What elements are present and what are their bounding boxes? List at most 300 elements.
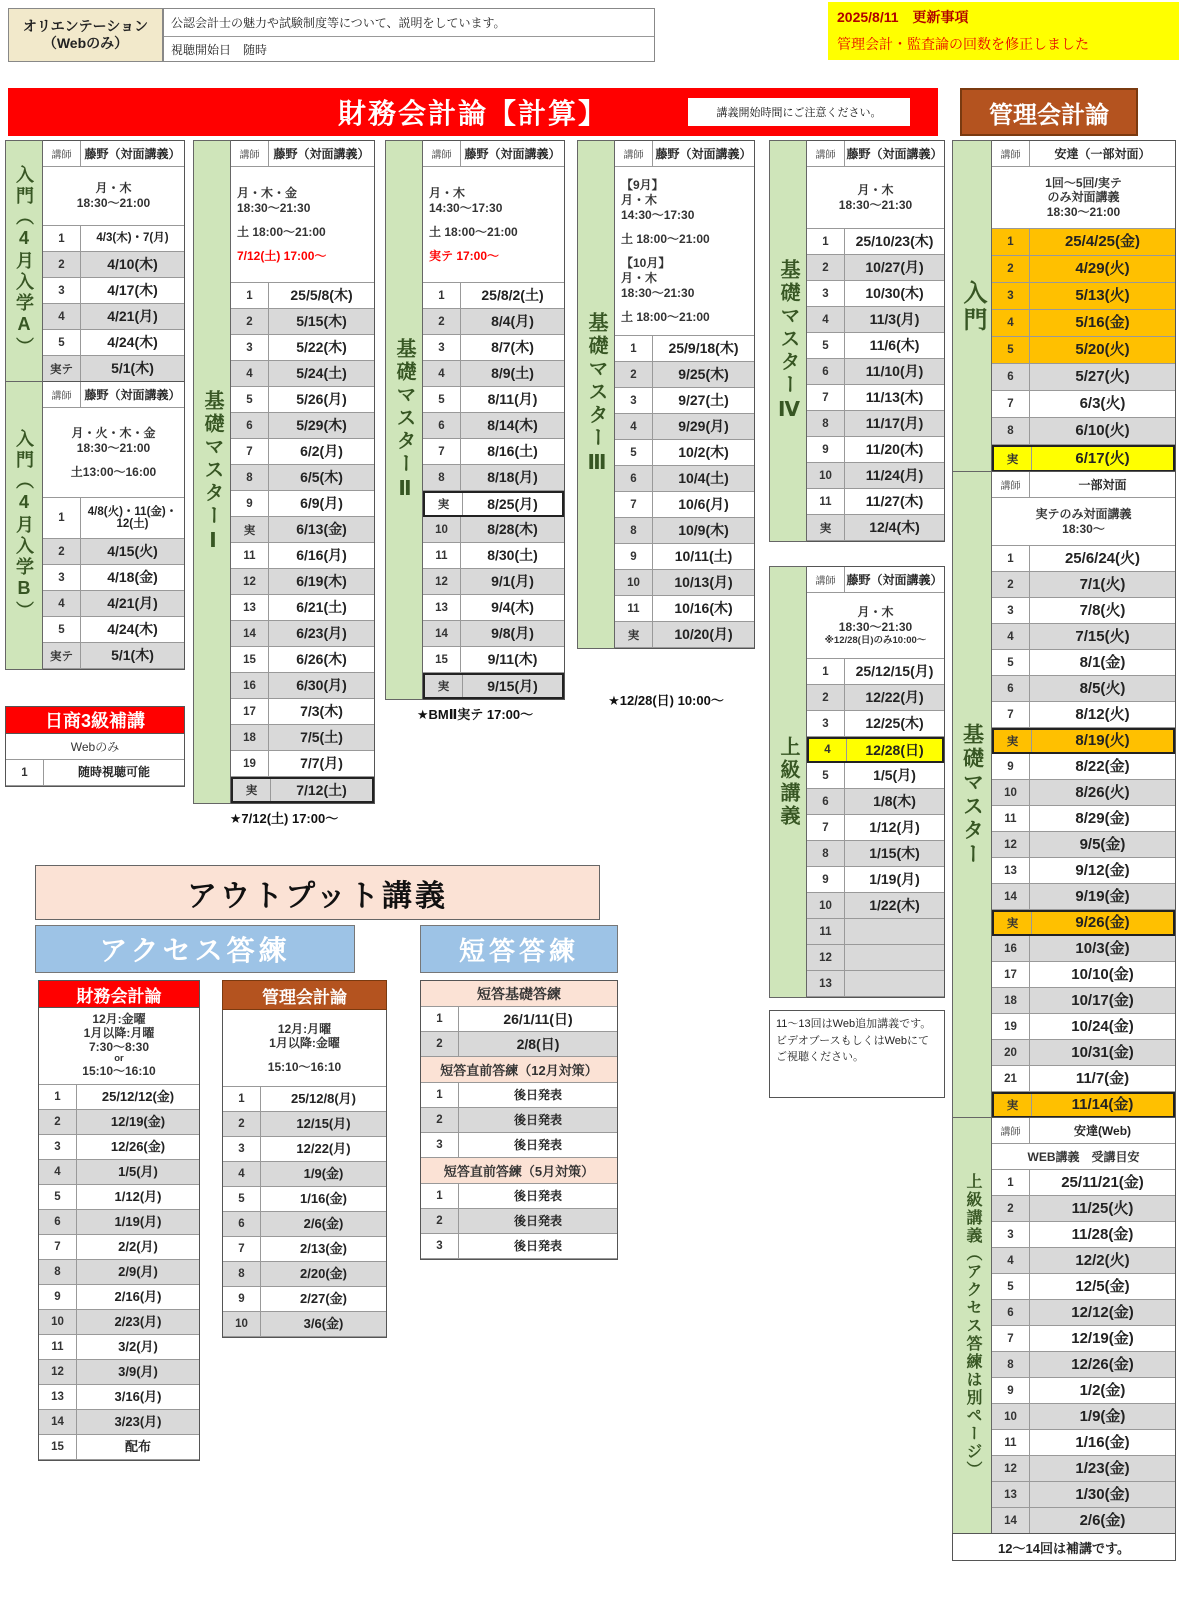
session-number-cell: 6 bbox=[992, 676, 1030, 701]
table-row bbox=[992, 962, 1175, 988]
session-number-cell: 4 bbox=[43, 304, 81, 329]
session-number-cell: 9 bbox=[992, 754, 1030, 779]
session-date-cell: 10/27(月) bbox=[865, 259, 924, 276]
table-row bbox=[807, 763, 944, 789]
kanri-title: 管理会計論 bbox=[989, 101, 1109, 129]
section-nyumon-a bbox=[5, 140, 185, 383]
session-date-cell: 11/20(木) bbox=[865, 441, 924, 458]
table-row bbox=[39, 1210, 199, 1235]
session-date-cell: 1/12(月) bbox=[114, 1189, 162, 1205]
table-row bbox=[992, 806, 1175, 832]
session-date-cell: 12/2(火) bbox=[1075, 1251, 1130, 1269]
table-row bbox=[231, 569, 374, 595]
kanri-nyumon-label-bar bbox=[952, 140, 992, 473]
session-number-cell: 7 bbox=[807, 385, 845, 410]
table-row bbox=[39, 1410, 199, 1435]
session-date-cell: 7/5(土) bbox=[300, 729, 343, 746]
table-row bbox=[223, 1087, 386, 1112]
table-row bbox=[231, 335, 374, 361]
session-date-cell: 10/6(月) bbox=[678, 496, 729, 513]
table-row bbox=[615, 414, 754, 440]
session-date-cell: 11/7(金) bbox=[1075, 1069, 1130, 1087]
table-row bbox=[615, 336, 754, 362]
session-date-cell: 11/14(金) bbox=[1071, 1096, 1134, 1114]
table-row bbox=[992, 910, 1175, 936]
session-number-cell: 1 bbox=[421, 1083, 459, 1107]
session-number-cell: 7 bbox=[992, 391, 1030, 417]
session-date-cell: 5/13(火) bbox=[1075, 287, 1130, 305]
table-row bbox=[6, 760, 184, 786]
notice-text: 講義開始時間にご注意ください。 bbox=[716, 107, 882, 119]
bm2-schedule: 月・木 14:30～17:30 土 18:00～21:00 実テ 17:00～ bbox=[423, 167, 564, 283]
session-date-cell: 6/21(土) bbox=[296, 599, 347, 616]
access-kanri-column bbox=[222, 980, 387, 1338]
session-date-cell: 1/19(月) bbox=[869, 871, 920, 888]
session-date-cell: 1/5(月) bbox=[118, 1164, 158, 1180]
table-row bbox=[231, 595, 374, 621]
table-row bbox=[992, 988, 1175, 1014]
session-date-cell: 7/3(木) bbox=[300, 703, 343, 720]
teacher-name: 安達(Web) bbox=[1073, 1124, 1132, 1138]
session-date-cell: 5/1(木) bbox=[111, 647, 154, 664]
teacher-name: 一部対面 bbox=[1078, 478, 1127, 492]
session-number-cell: 実 bbox=[615, 622, 653, 647]
table-row bbox=[615, 466, 754, 492]
session-date-cell: 9/12(金) bbox=[1075, 861, 1130, 879]
session-number-cell: 2 bbox=[421, 1108, 459, 1132]
session-date-cell: 4/17(木) bbox=[107, 282, 158, 299]
table-row bbox=[992, 1248, 1175, 1274]
table-row bbox=[423, 673, 564, 699]
session-date-cell: 8/7(木) bbox=[491, 339, 534, 356]
session-date-cell: 2/8(日) bbox=[516, 1035, 560, 1052]
table-row bbox=[992, 1196, 1175, 1222]
session-date-cell: 6/19(木) bbox=[296, 573, 347, 590]
session-number-cell: 実 bbox=[994, 1094, 1032, 1116]
session-number-cell: 2 bbox=[223, 1112, 261, 1136]
session-date-cell: 6/13(金) bbox=[296, 521, 347, 538]
session-date-cell bbox=[845, 919, 944, 944]
session-number-cell: 実 bbox=[994, 912, 1032, 934]
table-row bbox=[992, 337, 1175, 364]
table-row bbox=[231, 413, 374, 439]
session-number-cell: 10 bbox=[423, 517, 461, 542]
session-number-cell: 1 bbox=[992, 546, 1030, 571]
session-date-cell: 8/4(月) bbox=[491, 313, 534, 330]
table-row bbox=[992, 1482, 1175, 1508]
session-date-cell: 9/25(木) bbox=[678, 366, 729, 383]
teacher-name: 藤野（対面講義） bbox=[846, 147, 943, 161]
session-date-cell bbox=[845, 971, 944, 996]
session-number-cell: 11 bbox=[231, 543, 269, 568]
table-row bbox=[992, 1300, 1175, 1326]
nissho-rows bbox=[6, 760, 184, 786]
table-row bbox=[992, 1378, 1175, 1404]
bm2-label: 基礎マスターⅡ bbox=[393, 337, 415, 503]
table-row bbox=[223, 1137, 386, 1162]
table-row bbox=[423, 595, 564, 621]
session-number-cell: 2 bbox=[39, 1110, 77, 1134]
table-row bbox=[992, 676, 1175, 702]
table-row bbox=[992, 650, 1175, 676]
session-date-cell: 8/25(月) bbox=[487, 495, 538, 512]
orientation-start: 視聴開始日 随時 bbox=[171, 42, 268, 57]
session-number-cell: 2 bbox=[421, 1209, 459, 1233]
session-date-cell: 後日発表 bbox=[513, 1087, 562, 1102]
kanri-jokyu-rows bbox=[992, 1170, 1175, 1534]
session-number-cell: 5 bbox=[43, 617, 81, 642]
orientation-desc: 公認会計士の魅力や試験制度等について、説明をしています。 bbox=[164, 9, 654, 37]
section-kanri-jokyu bbox=[952, 1117, 1176, 1535]
table-row bbox=[421, 1209, 617, 1234]
session-date-cell: 4/3(木)・7(月) bbox=[96, 232, 169, 245]
bm1-footnote: ★7/12(土) 17:00～ bbox=[229, 811, 339, 826]
section-bm1 bbox=[193, 140, 375, 804]
session-number-cell: 13 bbox=[423, 595, 461, 620]
table-row bbox=[807, 867, 944, 893]
tanto-chokuzen12-header: 短答直前答練（12月対策） bbox=[421, 1057, 617, 1083]
session-date-cell: 3/2(月) bbox=[118, 1339, 158, 1355]
section-nissho bbox=[5, 706, 185, 787]
bm3-schedule: 【9月】 月・木 14:30～17:30 土 18:00～21:00 【10月】 月・木 18:30～21:30 土 18:00～21:00 bbox=[615, 167, 754, 336]
table-row bbox=[992, 780, 1175, 806]
jokyu-fin-label: 上級講義 bbox=[777, 736, 799, 828]
session-date-cell: 6/17(火) bbox=[1075, 449, 1130, 467]
kanri-jokyu-label: 上級講義（アクセス答練は別ページ） bbox=[964, 1173, 981, 1479]
table-row bbox=[421, 1133, 617, 1158]
table-row bbox=[43, 617, 184, 643]
table-row bbox=[615, 440, 754, 466]
bm3-label: 基礎マスターⅢ bbox=[585, 312, 607, 477]
session-number-cell: 10 bbox=[223, 1312, 261, 1336]
session-date-cell: 1/23(金) bbox=[1075, 1459, 1130, 1477]
table-row bbox=[992, 1040, 1175, 1066]
bm1-red-note: 7/12(土) 17:00～ bbox=[237, 248, 327, 263]
session-number-cell: 5 bbox=[992, 650, 1030, 675]
session-number-cell: 21 bbox=[992, 1066, 1030, 1091]
update-note: 管理会計・監査論の回数を修正しました bbox=[837, 36, 1089, 52]
session-number-cell: 8 bbox=[807, 841, 845, 866]
session-date-cell: 6/10(火) bbox=[1075, 422, 1130, 440]
table-row bbox=[992, 1430, 1175, 1456]
session-date-cell: 25/11/21(金) bbox=[1061, 1173, 1144, 1191]
session-number-cell: 実 bbox=[994, 730, 1032, 752]
table-row bbox=[807, 789, 944, 815]
bm2-footnote: ★BMⅡ実テ 17:00～ bbox=[416, 707, 534, 722]
session-number-cell: 2 bbox=[43, 539, 81, 564]
session-number-cell: 16 bbox=[231, 673, 269, 698]
session-number-cell: 9 bbox=[615, 544, 653, 569]
teacher-name: 安達（一部対面） bbox=[1054, 147, 1151, 161]
teacher-name: 藤野（対面講義） bbox=[273, 147, 370, 161]
nyumon-a-label: 入門（4月入学A） bbox=[14, 165, 34, 358]
session-date-cell: 5/24(土) bbox=[296, 365, 347, 382]
table-row bbox=[231, 517, 374, 543]
table-row bbox=[39, 1360, 199, 1385]
session-number-cell: 6 bbox=[615, 466, 653, 491]
session-number-cell: 実 bbox=[425, 493, 463, 515]
session-number-cell: 2 bbox=[43, 252, 81, 277]
bm4-label-bar bbox=[769, 140, 807, 542]
teacher-name: 藤野（対面講義） bbox=[84, 147, 181, 161]
session-number-cell: 12 bbox=[231, 569, 269, 594]
session-date-cell: 5/20(火) bbox=[1075, 341, 1130, 359]
session-number-cell: 15 bbox=[423, 647, 461, 672]
session-number-cell: 6 bbox=[992, 364, 1030, 390]
session-number-cell: 11 bbox=[807, 919, 845, 944]
table-row bbox=[223, 1212, 386, 1237]
session-number-cell: 1 bbox=[6, 760, 44, 785]
access-kanri-header: 管理会計論 bbox=[222, 980, 387, 1010]
teacher-name: 藤野（対面講義） bbox=[655, 147, 752, 161]
table-row bbox=[615, 544, 754, 570]
table-row bbox=[43, 278, 184, 304]
session-date-cell: 8/11(月) bbox=[487, 391, 538, 408]
table-row bbox=[423, 517, 564, 543]
nyumon-b-label-bar bbox=[5, 381, 43, 670]
session-date-cell: 6/3(火) bbox=[1079, 395, 1126, 413]
session-date-cell: 11/27(木) bbox=[865, 493, 924, 510]
access-fin-column bbox=[38, 980, 200, 1461]
session-number-cell: 3 bbox=[807, 711, 845, 736]
table-row bbox=[992, 1508, 1175, 1534]
table-row bbox=[992, 364, 1175, 391]
table-row bbox=[807, 463, 944, 489]
nyumon-b-label: 入門（4月入学B） bbox=[14, 429, 34, 622]
session-date-cell: 2/23(月) bbox=[114, 1314, 162, 1330]
table-row bbox=[992, 445, 1175, 472]
session-date-cell bbox=[845, 945, 944, 970]
session-date-cell: 1/16(金) bbox=[1075, 1433, 1130, 1451]
session-number-cell: 8 bbox=[615, 518, 653, 543]
table-row bbox=[39, 1335, 199, 1360]
session-number-cell: 18 bbox=[231, 725, 269, 750]
session-date-cell: 4/24(木) bbox=[107, 334, 158, 351]
session-number-cell: 2 bbox=[231, 309, 269, 334]
session-number-cell: 実 bbox=[425, 675, 463, 697]
session-number-cell: 1 bbox=[992, 229, 1030, 255]
session-date-cell: 7/1(火) bbox=[1079, 575, 1126, 593]
session-date-cell: 2/6(金) bbox=[303, 1216, 344, 1232]
session-date-cell: 2/6(金) bbox=[1079, 1511, 1126, 1529]
session-number-cell: 1 bbox=[421, 1007, 459, 1031]
table-row bbox=[807, 255, 944, 281]
session-date-cell: 後日発表 bbox=[513, 1112, 562, 1127]
session-number-cell: 12 bbox=[992, 832, 1030, 857]
session-date-cell: 10/2(木) bbox=[678, 444, 729, 461]
session-date-cell: 8/19(火) bbox=[1075, 732, 1130, 750]
table-row bbox=[992, 1066, 1175, 1092]
table-row bbox=[807, 281, 944, 307]
table-row bbox=[992, 229, 1175, 256]
table-row bbox=[231, 751, 374, 777]
table-row bbox=[807, 841, 944, 867]
session-date-cell: 25/12/8(月) bbox=[290, 1091, 357, 1107]
access-fin-header: 財務会計論 bbox=[38, 980, 200, 1008]
table-row bbox=[992, 1352, 1175, 1378]
orientation-title: オリエンテーション bbox=[22, 17, 149, 34]
session-date-cell: 9/27(土) bbox=[678, 392, 729, 409]
session-number-cell: 10 bbox=[39, 1310, 77, 1334]
table-row bbox=[231, 387, 374, 413]
session-date-cell: 6/26(木) bbox=[296, 651, 347, 668]
session-number-cell: 11 bbox=[423, 543, 461, 568]
table-row bbox=[807, 333, 944, 359]
session-date-cell: 11/17(月) bbox=[865, 415, 924, 432]
session-date-cell: 8/1(金) bbox=[1079, 653, 1126, 671]
teacher-name: 藤野（対面講義） bbox=[846, 573, 943, 587]
session-date-cell: 25/4/25(金) bbox=[1064, 233, 1141, 251]
session-date-cell: 4/29(火) bbox=[1075, 260, 1130, 278]
session-date-cell: 8/9(土) bbox=[491, 365, 534, 382]
session-date-cell: 8/30(土) bbox=[487, 547, 538, 564]
session-date-cell: 12/22(月) bbox=[865, 689, 924, 706]
section-bm3 bbox=[577, 140, 755, 649]
table-row bbox=[992, 702, 1175, 728]
table-row bbox=[992, 858, 1175, 884]
session-date-cell: 12/26(金) bbox=[110, 1139, 166, 1155]
bm4-label: 基礎マスターⅣ bbox=[777, 258, 799, 424]
session-number-cell: 6 bbox=[807, 789, 845, 814]
session-number-cell: 10 bbox=[807, 893, 845, 918]
session-date-cell: 10/3(金) bbox=[1075, 939, 1130, 957]
session-date-cell: 12/26(金) bbox=[1071, 1355, 1134, 1373]
table-row bbox=[992, 391, 1175, 418]
session-date-cell: 1/22(木) bbox=[869, 897, 920, 914]
teacher-label: 講師 bbox=[992, 472, 1030, 497]
table-row bbox=[421, 1234, 617, 1259]
table-row bbox=[231, 309, 374, 335]
session-number-cell: 8 bbox=[39, 1260, 77, 1284]
session-date-cell: 4/21(月) bbox=[107, 595, 158, 612]
table-row bbox=[992, 546, 1175, 572]
table-row bbox=[423, 413, 564, 439]
session-number-cell: 実 bbox=[233, 779, 271, 801]
table-row bbox=[807, 659, 944, 685]
bm1-label: 基礎マスターⅠ bbox=[201, 389, 223, 555]
session-date-cell: 後日発表 bbox=[513, 1213, 562, 1228]
session-number-cell: 6 bbox=[39, 1210, 77, 1234]
notice-box bbox=[688, 98, 910, 126]
jokyu-fin-rows bbox=[807, 659, 944, 997]
table-row bbox=[423, 335, 564, 361]
session-number-cell: 3 bbox=[43, 278, 81, 303]
nyumon-b-schedule: 月・火・木・金 18:30～21:00 土13:00～16:00 bbox=[43, 408, 184, 498]
section-jokyu-fin bbox=[769, 566, 945, 998]
table-row bbox=[615, 492, 754, 518]
session-date-cell: 4/24(木) bbox=[107, 621, 158, 638]
session-date-cell: 7/12(土) bbox=[296, 781, 347, 798]
session-date-cell: 10/20(月) bbox=[674, 626, 733, 643]
session-number-cell: 12 bbox=[39, 1360, 77, 1384]
session-number-cell: 15 bbox=[39, 1435, 77, 1459]
session-date-cell: 12/19(金) bbox=[1071, 1329, 1134, 1347]
teacher-label: 講師 bbox=[992, 1118, 1030, 1143]
session-date-cell: 8/16(土) bbox=[487, 443, 538, 460]
tanto-header: 短答答練 bbox=[420, 925, 618, 973]
session-date-cell: 12/28(日) bbox=[865, 741, 924, 758]
session-number-cell: 3 bbox=[231, 335, 269, 360]
table-row bbox=[223, 1237, 386, 1262]
session-date-cell: 6/23(月) bbox=[296, 625, 347, 642]
session-number-cell: 2 bbox=[807, 685, 845, 710]
table-row bbox=[39, 1160, 199, 1185]
table-row bbox=[43, 330, 184, 356]
table-row bbox=[807, 437, 944, 463]
table-row bbox=[39, 1435, 199, 1460]
session-number-cell: 3 bbox=[223, 1137, 261, 1161]
session-number-cell: 19 bbox=[231, 751, 269, 776]
session-date-cell: 9/1(月) bbox=[491, 573, 534, 590]
session-number-cell: 3 bbox=[992, 1222, 1030, 1247]
session-number-cell: 1 bbox=[43, 226, 81, 251]
session-number-cell: 5 bbox=[615, 440, 653, 465]
table-row bbox=[615, 570, 754, 596]
session-date-cell: 9/15(月) bbox=[487, 677, 538, 694]
table-row bbox=[615, 388, 754, 414]
session-number-cell: 3 bbox=[43, 565, 81, 590]
table-row bbox=[992, 1092, 1175, 1118]
kanri-nyumon-label: 入門 bbox=[959, 279, 986, 334]
table-row bbox=[231, 439, 374, 465]
nissho-header: 日商3級補講 bbox=[5, 706, 185, 734]
session-date-cell: 25/8/2(土) bbox=[481, 287, 544, 304]
session-date-cell: 8/22(金) bbox=[1075, 757, 1130, 775]
session-date-cell: 25/12/12(金) bbox=[101, 1089, 175, 1105]
table-row bbox=[223, 1162, 386, 1187]
session-date-cell: 11/6(木) bbox=[869, 337, 920, 354]
session-number-cell: 11 bbox=[992, 1430, 1030, 1455]
session-number-cell: 12 bbox=[992, 1456, 1030, 1481]
session-number-cell: 9 bbox=[39, 1285, 77, 1309]
session-number-cell: 3 bbox=[807, 281, 845, 306]
teacher-name: 藤野（対面講義） bbox=[464, 147, 561, 161]
session-number-cell: 3 bbox=[39, 1135, 77, 1159]
session-date-cell: 7/15(火) bbox=[1075, 627, 1130, 645]
session-date-cell: 4/10(木) bbox=[107, 256, 158, 273]
session-date-cell: 3/16(月) bbox=[114, 1389, 162, 1405]
bm4-schedule: 月・木 18:30～21:30 bbox=[807, 167, 944, 229]
session-date-cell: 配布 bbox=[124, 1439, 151, 1455]
table-row bbox=[43, 591, 184, 617]
jokyu-fin-schedule: 月・木 18:30～21:30 ※12/28(日)のみ10:00～ bbox=[807, 593, 944, 659]
kanri-kiso-schedule: 実テのみ対面講義 18:30～ bbox=[992, 498, 1175, 546]
table-row bbox=[39, 1235, 199, 1260]
table-row bbox=[807, 307, 944, 333]
session-date-cell: 1/9(金) bbox=[1079, 1407, 1126, 1425]
session-date-cell: 3/9(月) bbox=[118, 1364, 158, 1380]
session-date-cell: 25/5/8(木) bbox=[290, 287, 353, 304]
session-number-cell: 7 bbox=[231, 439, 269, 464]
table-row bbox=[231, 465, 374, 491]
table-row bbox=[43, 226, 184, 252]
session-number-cell: 5 bbox=[807, 763, 845, 788]
kanri-header bbox=[960, 88, 1138, 136]
table-row bbox=[231, 491, 374, 517]
orientation-desc-box bbox=[163, 8, 655, 62]
table-row bbox=[43, 252, 184, 278]
session-number-cell: 5 bbox=[223, 1187, 261, 1211]
table-row bbox=[223, 1187, 386, 1212]
session-number-cell: 13 bbox=[992, 1482, 1030, 1507]
session-number-cell: 7 bbox=[223, 1237, 261, 1261]
session-number-cell: 1 bbox=[992, 1170, 1030, 1195]
session-number-cell: 実テ bbox=[43, 356, 81, 381]
session-number-cell: 13 bbox=[992, 858, 1030, 883]
session-number-cell: 3 bbox=[992, 598, 1030, 623]
session-number-cell: 2 bbox=[423, 309, 461, 334]
session-number-cell: 2 bbox=[992, 572, 1030, 597]
